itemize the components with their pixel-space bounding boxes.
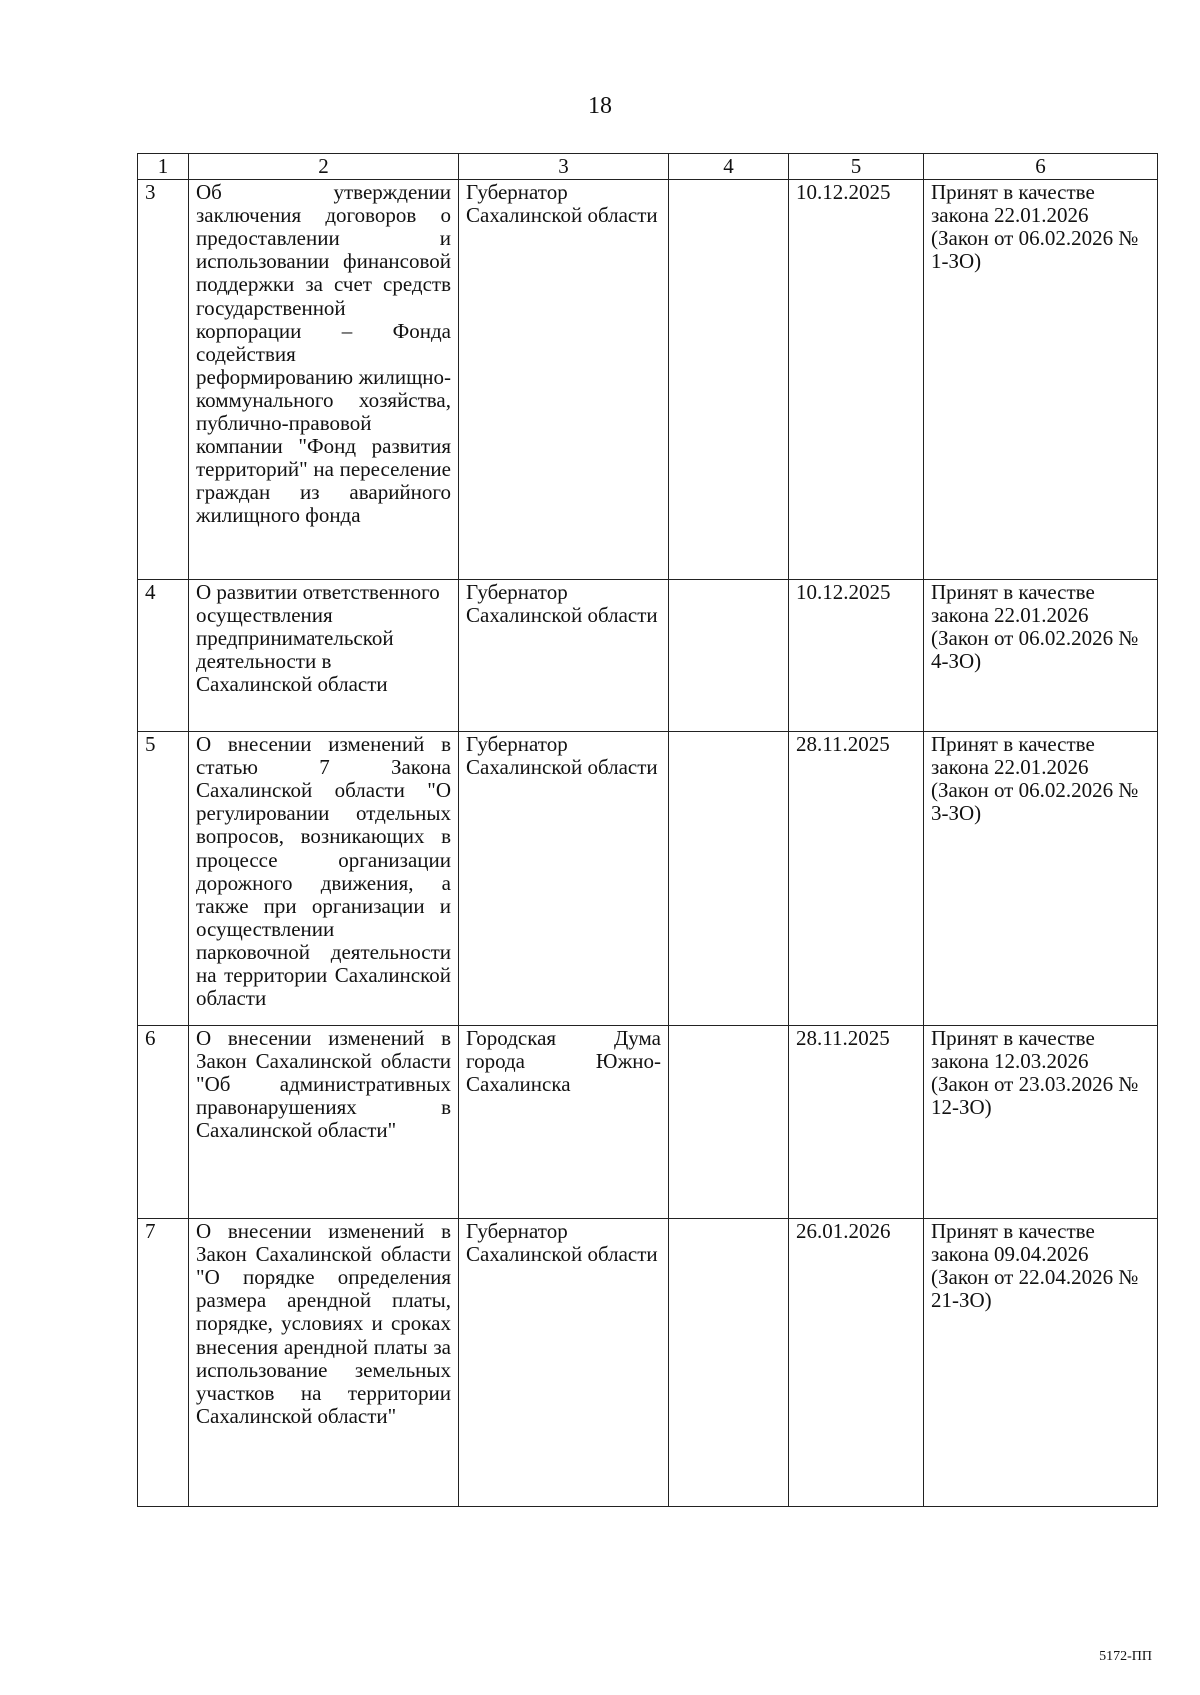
- bill-title: О развитии ответственного осуществления предпринимательской деятельности в Сахалинской области: [189, 580, 459, 732]
- date: 10.12.2025: [789, 180, 924, 580]
- col4-cell: [669, 1026, 789, 1219]
- table-row: [138, 180, 1158, 580]
- initiator: Городская Дума города Южно-Сахалинска: [459, 1026, 669, 1219]
- bill-title: О внесении изменений в Закон Сахалинской области "Об административных правонарушениях в Сахалинской области": [189, 1026, 459, 1219]
- date: 10.12.2025: [789, 580, 924, 732]
- document-code: 5172-ПП: [1099, 1649, 1152, 1664]
- bill-title: О внесении изменений в Закон Сахалинской области "О порядке определения размера арендной платы, порядке, условиях и сроках внесения арендной платы за использование земельных участков на территории Сахалинской области": [189, 1219, 459, 1507]
- col-4: 4: [669, 154, 789, 180]
- col4-cell: [669, 732, 789, 1026]
- status: Принят в качестве закона 22.01.2026 (Закон от 06.02.2026 № 3-ЗО): [924, 732, 1158, 1026]
- col4-cell: [669, 180, 789, 580]
- bill-title: О внесении изменений в статью 7 Закона Сахалинской области "О регулировании отдельных вопросов, возникающих в процессе организации дорожного движения, а также при организации и осуществлении парковочной деятельности на территории Сахалинской области: [189, 732, 459, 1026]
- col-1: 1: [138, 154, 189, 180]
- status: Принят в качестве закона 12.03.2026 (Закон от 23.03.2026 № 12-ЗО): [924, 1026, 1158, 1219]
- initiator: Губернатор Сахалинской области: [459, 732, 669, 1026]
- col4-cell: [669, 580, 789, 732]
- status: Принят в качестве закона 09.04.2026 (Закон от 22.04.2026 № 21-ЗО): [924, 1219, 1158, 1507]
- col-3: 3: [459, 154, 669, 180]
- col-2: 2: [189, 154, 459, 180]
- col4-cell: [669, 1219, 789, 1507]
- status: Принят в качестве закона 22.01.2026 (Закон от 06.02.2026 № 1-ЗО): [924, 180, 1158, 580]
- initiator: Губернатор Сахалинской области: [459, 180, 669, 580]
- row-number: 6: [138, 1026, 189, 1219]
- table-row: [138, 1026, 1158, 1219]
- bill-title: Об утверждении заключения договоров о предоставлении и использовании финансовой поддержки за счет средств государственной корпорации – Фонда содействия реформированию жилищно-коммунального хозяйства, публично-правовой компании "Фонд развития территорий" на переселение граждан из аварийного жилищного фонда: [189, 180, 459, 580]
- header-row: [138, 154, 1158, 180]
- initiator: Губернатор Сахалинской области: [459, 1219, 669, 1507]
- status: Принят в качестве закона 22.01.2026 (Закон от 06.02.2026 № 4-ЗО): [924, 580, 1158, 732]
- row-number: 5: [138, 732, 189, 1026]
- row-number: 7: [138, 1219, 189, 1507]
- table-row: [138, 732, 1158, 1026]
- row-number: 3: [138, 180, 189, 580]
- law-table: [137, 153, 1158, 1507]
- date: 28.11.2025: [789, 1026, 924, 1219]
- table-row: [138, 1219, 1158, 1507]
- date: 26.01.2026: [789, 1219, 924, 1507]
- row-number: 4: [138, 580, 189, 732]
- table-row: [138, 580, 1158, 732]
- date: 28.11.2025: [789, 732, 924, 1026]
- col-5: 5: [789, 154, 924, 180]
- col-6: 6: [924, 154, 1158, 180]
- initiator: Губернатор Сахалинской области: [459, 580, 669, 732]
- page-number: 18: [588, 93, 612, 119]
